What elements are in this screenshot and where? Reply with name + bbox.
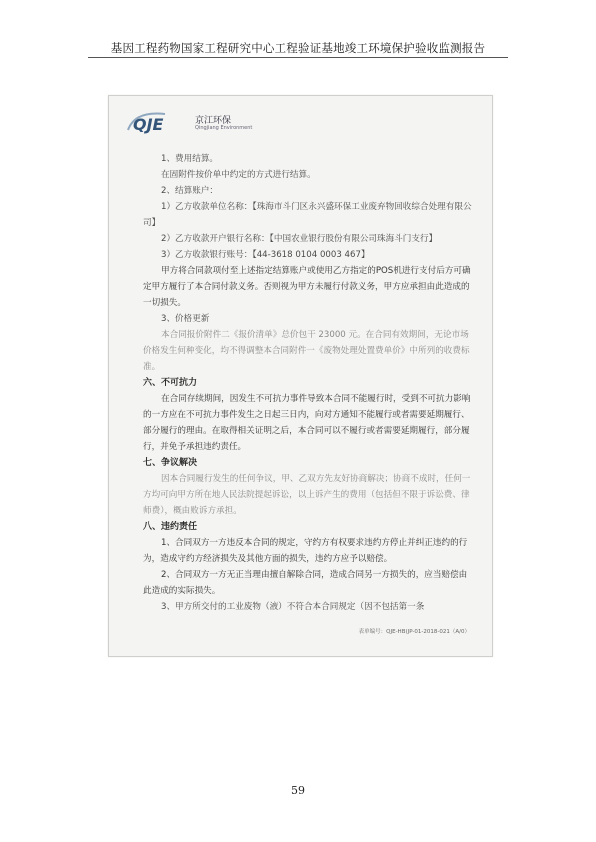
company-logo bbox=[125, 110, 275, 136]
contract-paragraph: 3、甲方所交付的工业废物（液）不符合本合同规定（因不包括第一条 bbox=[161, 602, 425, 612]
logo-mark-text: QJE bbox=[133, 115, 164, 134]
contract-paragraph: 2）乙方收款开户银行名称：【中国农业银行股份有限公司珠海斗门支行】 bbox=[161, 234, 438, 244]
section-heading: 八、违约责任 bbox=[143, 522, 198, 532]
contract-paragraph: 2、结算账户： bbox=[161, 186, 219, 196]
contract-paragraph: 甲方将合同款项付至上述指定结算账户或使用乙方指定的POS机进行支付后方可确定甲方履行了本合同付款义务。否则视为甲方未履行付款义务，甲方应承担由此造成的一切损失。 bbox=[143, 266, 471, 308]
contract-paragraph: 1、费用结算。 bbox=[161, 154, 219, 164]
header-divider bbox=[88, 57, 508, 58]
contract-paragraph: 3、价格更新 bbox=[161, 314, 210, 324]
contract-body bbox=[143, 151, 473, 615]
contract-paragraph: 1、合同双方一方违反本合同的规定，守约方有权要求违约方停止并纠正违约的行为，造成守约方经济损失及其他方面的损失，违约方应予以赔偿。 bbox=[143, 538, 468, 564]
logo-company-name: 京江环保 bbox=[195, 116, 232, 126]
contract-paragraph: 本合同报价附件二《报价清单》总价包干 23000 元。在合同有效期间，无论市场价格发生何种变化，均不得调整本合同附件一《废物处理处置费单价》中所列的收费标准。 bbox=[143, 330, 470, 372]
scanned-contract-page bbox=[108, 95, 493, 657]
section-heading: 七、争议解决 bbox=[143, 458, 198, 468]
section-heading: 六、不可抗力 bbox=[143, 378, 198, 388]
qje-logo-mark-icon bbox=[125, 110, 191, 136]
page-number: 59 bbox=[291, 784, 305, 797]
contract-paragraph: 因本合同履行发生的任何争议，甲、乙双方先友好协商解决；协商不成时，任何一方均可向甲方所在地人民法院提起诉讼，以上诉产生的费用（包括但不限于诉讼费、律师费），概由败诉方承担。 bbox=[143, 474, 471, 516]
contract-paragraph: 1）乙方收款单位名称：【珠海市斗门区永兴盛环保工业废弃物回收综合处理有限公司】 bbox=[143, 202, 472, 228]
logo-company-subtitle: Qingjiang Environment bbox=[195, 125, 253, 131]
contract-paragraph: 在合同存续期间，因发生不可抗力事件导致本合同不能履行时，受到不可抗力影响的一方应在不可抗力事件发生之日起三日内，向对方通知不能履行或者需要延期履行、部分履行的理由。在取得相关证明之后，本合同可以不履行或者需要延期履行，部分履行，并免予承担违约责任。 bbox=[143, 394, 471, 452]
contract-paragraph: 2、合同双方一方无正当理由擅自解除合同，造成合同另一方损失的，应当赔偿由此造成的实际损失。 bbox=[143, 570, 468, 596]
contract-paragraph: 在固附件按价单中约定的方式进行结算。 bbox=[161, 170, 316, 180]
contract-paragraph: 3）乙方收款银行账号：【44-3618 0104 0003 467】 bbox=[161, 250, 370, 260]
report-header: 基因工程药物国家工程研究中心工程验证基地竣工环境保护验收监测报告 bbox=[110, 41, 486, 55]
form-number: 表单编号：QJE-HB(JP-01-2018-021（A/0） bbox=[358, 629, 470, 635]
